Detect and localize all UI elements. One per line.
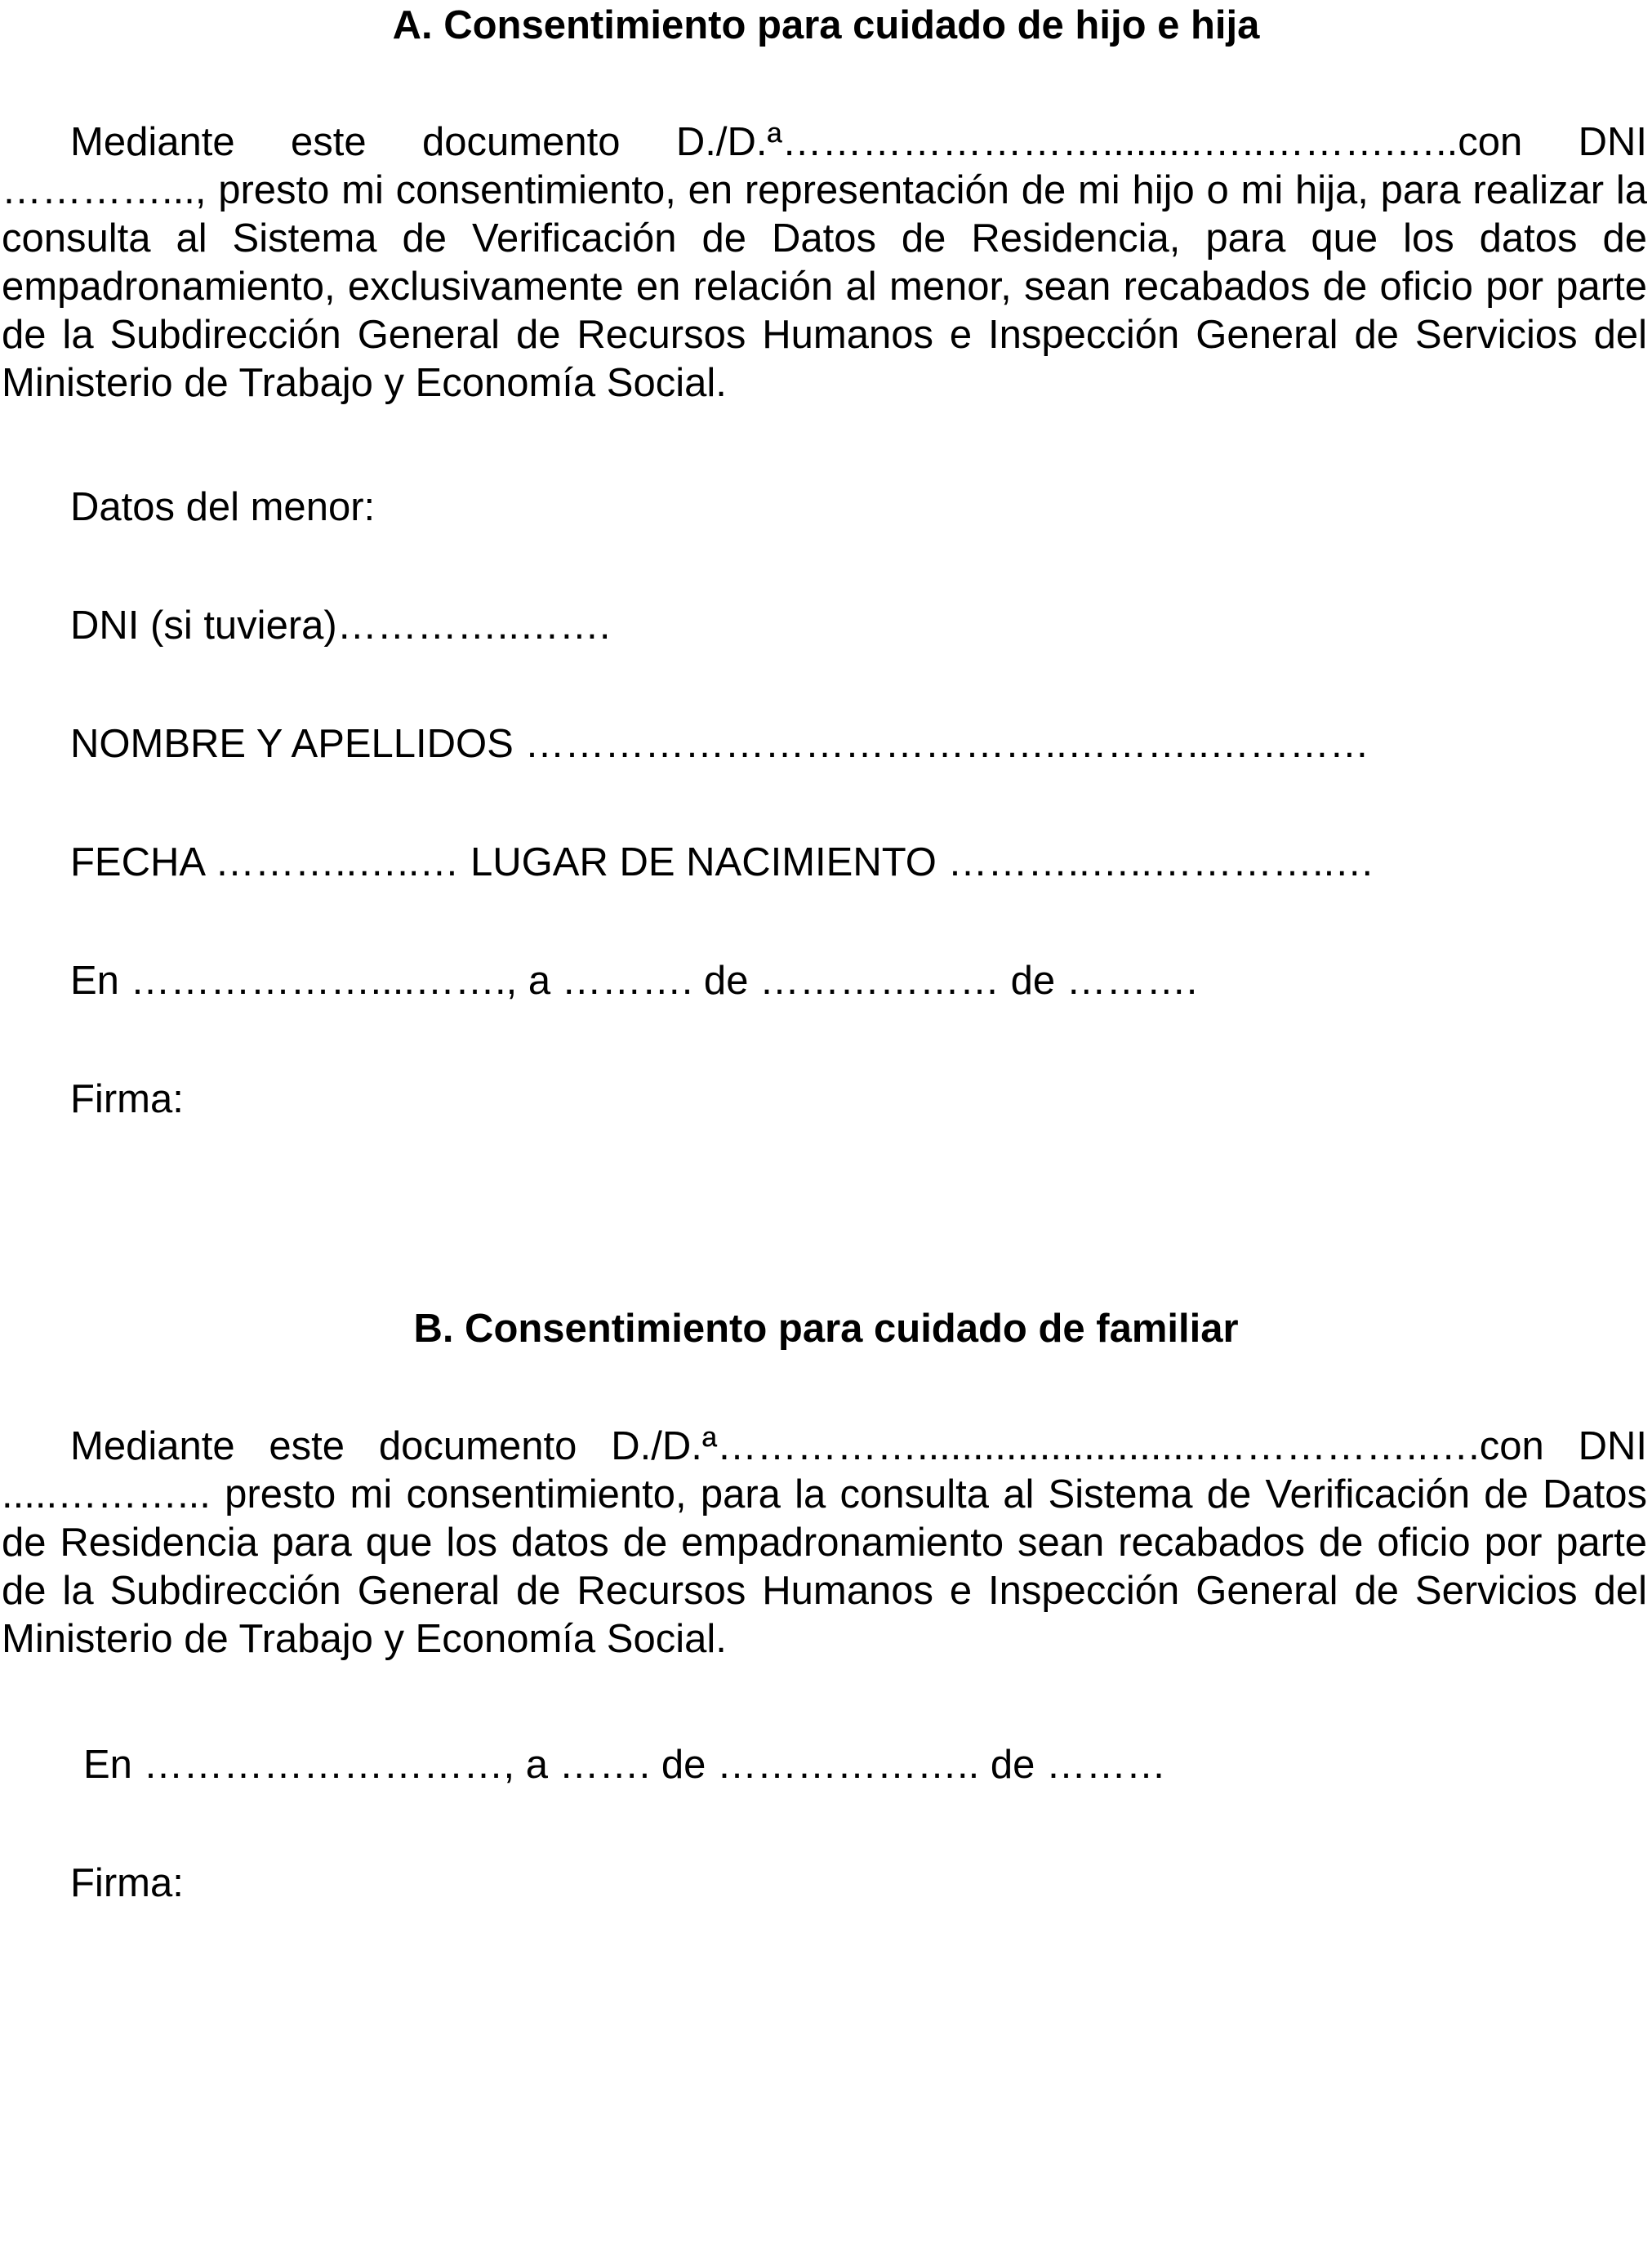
- section-b-paragraph: [2, 1423, 1647, 1664]
- section-a-title: A. Consentimiento para cuidado de hijo e hija: [392, 3, 1260, 47]
- section-b-paragraph-text: Mediante este documento D./D.ª……………..........................……………..….con DNI .....………... presto mi consentimiento, para la consulta al Sistema de Verificación de Datos de Residencia para que los datos de empadronamiento sean recabados de oficio por parte de la Subdirección General de Recursos Humanos e Inspección General de Servicios del Ministerio de Trabajo y Economía Social.: [2, 1424, 1647, 1661]
- section-b-signature-label: Firma:: [70, 1861, 184, 1905]
- section-b-title: B. Consentimiento para cuidado de familiar: [413, 1307, 1239, 1351]
- section-a-paragraph: [2, 118, 1647, 408]
- minor-data-label: Datos del menor:: [70, 485, 376, 529]
- minor-name-line: NOMBRE Y APELLIDOS …………………………………..………..…………: [70, 722, 1369, 766]
- minor-birth-line: FECHA ………..…..… LUGAR DE NACIMIENTO ………..…..…………..…: [70, 840, 1375, 884]
- minor-dni-line: DNI (si tuviera)…………..…….: [70, 603, 611, 648]
- section-a-paragraph-text: Mediante este documento D./D.ª…………………….........…..……….…..con DNI …………..., presto mi consentimiento, en representación de mi hijo o mi hija, para realizar la consulta al Sistema de Verificación de Datos de Residencia, para que los datos de empadronamiento, exclusivamente en relación al menor, sean recabados de oficio por parte de la Subdirección General de Recursos Humanos e Inspección General de Servicios del Ministerio de Trabajo y Economía Social.: [2, 120, 1647, 405]
- section-a-signature-label: Firma:: [70, 1077, 184, 1121]
- section-a-place-date-line: En ………………....……., a ………. de ……………… de ……….: [70, 959, 1198, 1003]
- section-b-place-date-line: En ………………………, a ……. de ……………….. de ………: [83, 1743, 1166, 1787]
